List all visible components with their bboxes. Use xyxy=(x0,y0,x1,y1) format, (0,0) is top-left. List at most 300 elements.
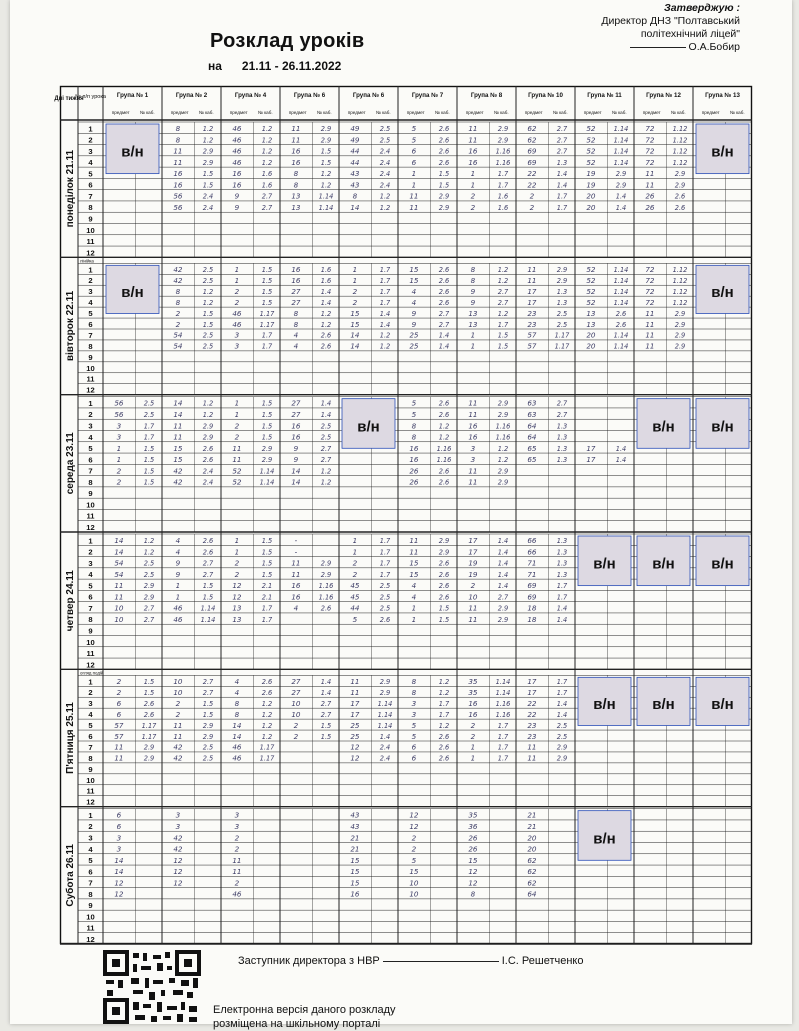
subject-number: 44 xyxy=(350,157,360,167)
subject-number: 20 xyxy=(586,203,596,213)
room-number: 1.4 xyxy=(497,548,509,557)
subject-number: 54 xyxy=(173,341,183,351)
subject-number: 2 xyxy=(175,308,181,318)
room-number: 1.7 xyxy=(143,422,155,431)
room-number: 2.6 xyxy=(674,204,686,213)
subject-number: 57 xyxy=(114,720,124,730)
subject-number: 52 xyxy=(586,157,596,167)
room-number: 1.7 xyxy=(261,604,273,613)
subject-number: 13 xyxy=(468,319,478,329)
room-number: 2.7 xyxy=(497,298,509,307)
room-number: 2.6 xyxy=(438,411,450,420)
room-number: 1.5 xyxy=(143,689,155,698)
subject-number: 26 xyxy=(409,466,419,476)
subject-number: 8 xyxy=(470,276,476,286)
room-number: 2.5 xyxy=(320,433,332,442)
room-number: 2.7 xyxy=(438,320,450,329)
subject-number: 8 xyxy=(470,889,476,899)
subject-number: 1 xyxy=(470,742,476,752)
subject-number: 11 xyxy=(527,265,537,275)
subject-number: 57 xyxy=(527,341,537,351)
lesson-number: 9 xyxy=(88,626,93,636)
subject-number: 11 xyxy=(291,558,301,568)
lesson-number: 10 xyxy=(86,500,95,510)
subject-number: 4 xyxy=(234,677,240,687)
room-number: 1.17 xyxy=(259,320,275,329)
room-number: 1.14 xyxy=(613,287,629,296)
room-number: 1.3 xyxy=(556,287,568,296)
room-number: 2.6 xyxy=(438,478,450,487)
lesson-number: 9 xyxy=(88,352,93,362)
subject-number: 11 xyxy=(409,536,419,546)
subject-number: 2 xyxy=(352,297,358,307)
room-number: 2.9 xyxy=(261,456,273,465)
room-number: 1.4 xyxy=(438,331,450,340)
subject-number: 3 xyxy=(234,330,240,340)
room-number: 1.2 xyxy=(320,309,332,318)
group-header: Група № 11 xyxy=(587,92,622,99)
subject-number: 65 xyxy=(527,455,537,465)
lesson-number: 12 xyxy=(86,797,95,807)
subject-number: 2 xyxy=(234,558,240,568)
lesson-number: 12 xyxy=(86,248,95,258)
room-number: 1.7 xyxy=(497,721,509,730)
room-number: 1.2 xyxy=(320,320,332,329)
room-number: 1.3 xyxy=(556,456,568,465)
room-number: 1.5 xyxy=(143,456,155,465)
subject-number: 11 xyxy=(645,330,655,340)
room-number: 2.5 xyxy=(143,570,155,579)
room-number: 2.7 xyxy=(143,604,155,613)
room-number: 2.6 xyxy=(438,754,450,763)
subject-number: 72 xyxy=(645,297,655,307)
subject-number: 2 xyxy=(234,878,240,888)
subject-number: 14 xyxy=(350,341,360,351)
lesson-number: 11 xyxy=(86,923,95,933)
subject-number: 63 xyxy=(527,398,537,408)
room-number: 2.6 xyxy=(379,616,391,625)
subject-number: 52 xyxy=(586,135,596,145)
approval-line1: Директор ДНЗ "Полтавський xyxy=(601,15,740,27)
room-number: 1.7 xyxy=(497,754,509,763)
subject-number: 1 xyxy=(470,169,476,179)
room-number: 2.9 xyxy=(497,136,509,145)
absent-label: в/н xyxy=(711,696,734,714)
subject-number: 6 xyxy=(411,146,417,156)
group-header: Група № 13 xyxy=(705,92,740,99)
room-number: 1.14 xyxy=(613,125,629,134)
room-number: 1.7 xyxy=(379,277,391,286)
room-number: 2.9 xyxy=(497,467,509,476)
subject-number: 2 xyxy=(529,191,535,201)
room-number: 1.2 xyxy=(261,136,273,145)
subject-number: 26 xyxy=(468,844,478,854)
room-number: 2.7 xyxy=(202,559,214,568)
subject-number: 1 xyxy=(352,547,358,557)
room-number: 2.7 xyxy=(320,710,332,719)
subject-number: 35 xyxy=(468,688,478,698)
subject-number: 15 xyxy=(409,569,419,579)
room-number: 2.6 xyxy=(438,287,450,296)
room-number: 2.7 xyxy=(556,411,568,420)
subject-number: 54 xyxy=(114,569,124,579)
subject-number: 21 xyxy=(350,833,360,843)
subject-number: 16 xyxy=(291,157,301,167)
room-number: 2.5 xyxy=(202,743,214,752)
lesson-number: 10 xyxy=(86,225,95,235)
room-number: 1.7 xyxy=(556,678,568,687)
subject-number: 72 xyxy=(645,276,655,286)
lesson-number: 7 xyxy=(88,742,93,752)
subject-number: 69 xyxy=(527,146,537,156)
room-number: 2.9 xyxy=(497,604,509,613)
subject-number: 27 xyxy=(291,398,301,408)
lesson-number: 12 xyxy=(86,935,95,944)
subject-number: 9 xyxy=(411,319,417,329)
lesson-number: 11 xyxy=(86,649,95,659)
subject-number: 43 xyxy=(350,822,360,832)
subject-number: 13 xyxy=(586,319,596,329)
subject-number: 54 xyxy=(114,558,124,568)
subject-number: 66 xyxy=(527,536,537,546)
subject-number: 10 xyxy=(173,677,183,687)
subject-number: 11 xyxy=(468,124,478,134)
room-number: 1.2 xyxy=(202,411,214,420)
subject-number: 43 xyxy=(350,180,360,190)
room-number: 2.4 xyxy=(379,743,391,752)
room-number: 1.5 xyxy=(261,399,273,408)
subject-number: 11 xyxy=(291,569,301,579)
subject-number: 11 xyxy=(114,581,124,591)
subject-number: 43 xyxy=(350,169,360,179)
absent-label: в/н xyxy=(593,696,616,714)
lesson-number: 3 xyxy=(88,833,93,843)
room-number: 1.17 xyxy=(554,331,570,340)
room-number: 2.6 xyxy=(438,298,450,307)
lesson-number: 1 xyxy=(88,536,93,546)
subject-number: 3 xyxy=(116,432,122,442)
room-number: 2.5 xyxy=(379,593,391,602)
subject-number: 1 xyxy=(234,536,240,546)
group-header: Група № 10 xyxy=(528,92,563,99)
subject-number: 15 xyxy=(350,308,360,318)
room-number: 1.5 xyxy=(497,342,509,351)
subject-number: 15 xyxy=(409,558,419,568)
subject-number: 71 xyxy=(527,558,537,568)
subject-number: 42 xyxy=(173,477,183,487)
subject-number: 13 xyxy=(232,615,242,625)
room-number: 1.4 xyxy=(497,570,509,579)
subject-number: 2 xyxy=(470,720,476,730)
subject-number: 8 xyxy=(175,124,181,134)
subject-number: 3 xyxy=(411,698,417,708)
subject-number: 20 xyxy=(527,833,537,843)
subject-number: 3 xyxy=(234,822,240,832)
room-number: 1.16 xyxy=(436,456,452,465)
subject-number: 2 xyxy=(234,569,240,579)
room-number: 2.6 xyxy=(438,277,450,286)
room-number: 2.6 xyxy=(202,456,214,465)
subject-number: 15 xyxy=(350,855,360,865)
subject-number: 2 xyxy=(352,558,358,568)
subject-number: 11 xyxy=(527,742,537,752)
room-number: 1.5 xyxy=(261,411,273,420)
subject-number: 56 xyxy=(114,410,124,420)
lesson-number: 3 xyxy=(88,287,93,297)
room-number: 1.7 xyxy=(556,582,568,591)
room-number: 1.14 xyxy=(377,710,393,719)
subject-number: 15 xyxy=(409,276,419,286)
subject-number: 2 xyxy=(234,286,240,296)
lesson-number: 7 xyxy=(88,603,93,613)
subject-number: 11 xyxy=(468,135,478,145)
room-number: 2.6 xyxy=(202,444,214,453)
subject-number: 2 xyxy=(175,319,181,329)
lesson-number: 8 xyxy=(88,203,93,213)
subject-number: 8 xyxy=(411,432,417,442)
room-number: 1.5 xyxy=(320,147,332,156)
room-number: 1.5 xyxy=(320,158,332,167)
room-number: 1.4 xyxy=(320,287,332,296)
absent-label: в/н xyxy=(593,830,616,848)
lesson-number: 12 xyxy=(86,660,95,670)
lesson-number: 2 xyxy=(88,688,93,698)
subject-number: 13 xyxy=(291,203,301,213)
room-number: 1.5 xyxy=(261,277,273,286)
subject-number: 4 xyxy=(293,603,299,613)
subject-number: 14 xyxy=(173,410,183,420)
room-number: 1.4 xyxy=(379,320,391,329)
room-number: 2.4 xyxy=(379,181,391,190)
absent-label: в/н xyxy=(357,418,380,436)
room-number: 1.2 xyxy=(261,158,273,167)
lesson-number: 9 xyxy=(88,764,93,774)
room-number: 2.9 xyxy=(202,732,214,741)
room-number: 2.6 xyxy=(438,467,450,476)
subject-number: 2 xyxy=(116,466,122,476)
subject-number: 72 xyxy=(645,265,655,275)
room-number: 1.3 xyxy=(556,559,568,568)
room-number: 1.7 xyxy=(556,192,568,201)
subject-number: 11 xyxy=(173,720,183,730)
room-number: 1.17 xyxy=(554,342,570,351)
subject-number: 1 xyxy=(411,180,417,190)
subject-number: 16 xyxy=(291,276,301,286)
subject-number: 11 xyxy=(232,855,242,865)
subject-number: 11 xyxy=(645,319,655,329)
room-number: 2.9 xyxy=(143,582,155,591)
subject-number: 42 xyxy=(173,844,183,854)
subject-number: 12 xyxy=(468,878,478,888)
subject-number: 2 xyxy=(470,581,476,591)
subject-number: 4 xyxy=(411,297,417,307)
subject-number: 11 xyxy=(173,421,183,431)
subject-number: 23 xyxy=(527,319,537,329)
lesson-number: 4 xyxy=(88,432,93,442)
subject-number: 52 xyxy=(586,276,596,286)
subject-number: 9 xyxy=(470,286,476,296)
subject-number: 20 xyxy=(586,191,596,201)
subject-number: 69 xyxy=(527,157,537,167)
subject-number: 6 xyxy=(116,810,122,820)
room-number: 1.2 xyxy=(261,721,273,730)
room-number: 1.5 xyxy=(202,181,214,190)
subject-number: 3 xyxy=(116,421,122,431)
subject-number: 11 xyxy=(291,124,301,134)
lesson-number: 11 xyxy=(86,786,95,796)
subject-number: 52 xyxy=(232,477,242,487)
room-number: 1.3 xyxy=(556,570,568,579)
subject-number: 35 xyxy=(468,677,478,687)
room-number: 1.7 xyxy=(556,689,568,698)
subject-subheader: предмет xyxy=(406,110,425,115)
subject-number: 11 xyxy=(173,731,183,741)
electronic-version-note xyxy=(213,1003,396,1031)
subject-number: 11 xyxy=(350,677,360,687)
date-prefix: на xyxy=(208,59,222,73)
room-number: 1.7 xyxy=(379,266,391,275)
room-number: 2.5 xyxy=(143,411,155,420)
subject-number: 46 xyxy=(232,308,242,318)
absent-label: в/н xyxy=(593,555,616,573)
room-number: 1.14 xyxy=(318,204,334,213)
lesson-number: 3 xyxy=(88,421,93,431)
room-number: 2.5 xyxy=(143,559,155,568)
subject-number: 62 xyxy=(527,855,537,865)
subject-number: 72 xyxy=(645,135,655,145)
subject-number: 63 xyxy=(527,410,537,420)
room-number: 2.4 xyxy=(202,204,214,213)
room-number: 1.16 xyxy=(436,444,452,453)
room-number: 2.9 xyxy=(438,537,450,546)
subject-number: 42 xyxy=(173,466,183,476)
subject-number: 72 xyxy=(645,124,655,134)
subject-number: 1 xyxy=(116,443,122,453)
subject-number: 1 xyxy=(470,753,476,763)
subject-number: 52 xyxy=(586,286,596,296)
room-number: 1.2 xyxy=(438,422,450,431)
subject-number: 66 xyxy=(527,547,537,557)
subject-number: 11 xyxy=(527,276,537,286)
room-number: 1.5 xyxy=(202,309,214,318)
page-title: Розклад уроків xyxy=(210,30,365,52)
subject-number: 16 xyxy=(291,592,301,602)
subject-number: 6 xyxy=(411,157,417,167)
room-number: 2.9 xyxy=(556,277,568,286)
subject-number: 2 xyxy=(175,709,181,719)
subject-number: 12 xyxy=(114,889,124,899)
day-label: вівторок 22.11 xyxy=(65,290,76,362)
lesson-number: 7 xyxy=(88,878,93,888)
room-number: 2.6 xyxy=(438,582,450,591)
room-number: 1.4 xyxy=(556,181,568,190)
room-number: 2.6 xyxy=(261,678,273,687)
day-note: огляд подій xyxy=(80,670,104,676)
room-number: 2.6 xyxy=(438,266,450,275)
lesson-number: 5 xyxy=(88,169,93,179)
subject-number: 27 xyxy=(291,297,301,307)
room-number: 2.7 xyxy=(202,689,214,698)
subject-number: 11 xyxy=(468,615,478,625)
lesson-number: 6 xyxy=(88,732,93,741)
room-number: 2.9 xyxy=(438,192,450,201)
lesson-number: 6 xyxy=(88,180,93,190)
subject-number: 3 xyxy=(175,822,181,832)
lesson-number: 6 xyxy=(88,320,93,329)
room-number: 1.2 xyxy=(202,125,214,134)
room-subheader: № каб. xyxy=(670,110,686,115)
lesson-number: 5 xyxy=(88,721,93,731)
subject-number: 62 xyxy=(527,867,537,877)
subject-number: 17 xyxy=(350,709,360,719)
subject-number: 46 xyxy=(232,146,242,156)
room-number: 1.7 xyxy=(497,181,509,190)
lesson-number: 2 xyxy=(88,276,93,286)
subject-number: 4 xyxy=(175,547,181,557)
subject-number: 2 xyxy=(116,477,122,487)
subject-number: 2 xyxy=(411,844,417,854)
subject-number: 62 xyxy=(527,135,537,145)
subject-number: 2 xyxy=(234,297,240,307)
room-number: 2.9 xyxy=(497,616,509,625)
room-number: 2.5 xyxy=(556,309,568,318)
lesson-number: 5 xyxy=(88,309,93,319)
room-number: 1.12 xyxy=(672,266,688,275)
subject-number: 10 xyxy=(291,698,301,708)
room-number: 1.16 xyxy=(495,433,511,442)
subject-subheader: предмет xyxy=(288,110,307,115)
room-number: 2.9 xyxy=(143,593,155,602)
subject-number: 12 xyxy=(409,822,419,832)
room-number: 1.17 xyxy=(141,732,157,741)
subject-number: 15 xyxy=(350,319,360,329)
room-subheader: № каб. xyxy=(552,110,568,115)
room-number: 2.7 xyxy=(320,444,332,453)
subject-number: 27 xyxy=(291,410,301,420)
room-number: 2.6 xyxy=(438,732,450,741)
room-number: 2.4 xyxy=(202,478,214,487)
lesson-number: 1 xyxy=(88,124,93,134)
room-number: 2.9 xyxy=(320,125,332,134)
subject-number: 46 xyxy=(232,135,242,145)
room-number: 1.2 xyxy=(261,125,273,134)
room-number: 1.2 xyxy=(261,699,273,708)
schedule-sheet xyxy=(10,0,792,1030)
room-number: 2.7 xyxy=(497,593,509,602)
room-number: 1.4 xyxy=(320,298,332,307)
lesson-number: 2 xyxy=(88,822,93,832)
subject-number: 14 xyxy=(291,477,301,487)
room-number: 1.7 xyxy=(261,331,273,340)
room-number: 2.4 xyxy=(379,170,391,179)
room-number: 1.7 xyxy=(379,559,391,568)
header-days: Дні тижня xyxy=(54,96,84,102)
room-number: 1.7 xyxy=(497,743,509,752)
subject-number: 2 xyxy=(470,731,476,741)
subject-number: 2 xyxy=(175,698,181,708)
room-number: 2.7 xyxy=(261,204,273,213)
room-number: 1.5 xyxy=(261,422,273,431)
room-number: 2.9 xyxy=(202,721,214,730)
subject-number: 36 xyxy=(468,822,478,832)
room-number: 1.2 xyxy=(320,467,332,476)
absent-label: в/н xyxy=(711,418,734,436)
room-number: 2.5 xyxy=(202,277,214,286)
subject-number: 15 xyxy=(409,867,419,877)
subject-number: 15 xyxy=(468,855,478,865)
subject-number: 2 xyxy=(234,421,240,431)
subject-number: 65 xyxy=(527,443,537,453)
